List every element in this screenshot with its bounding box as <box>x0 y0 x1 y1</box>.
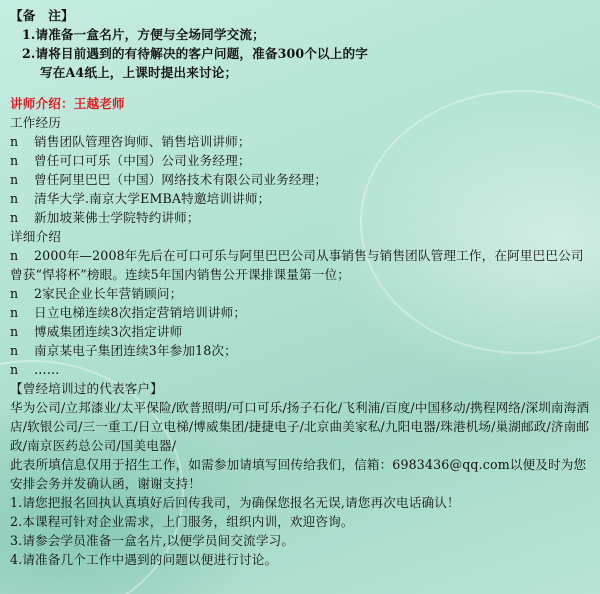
clients-heading: 【曾经培训过的代表客户】 <box>10 381 163 396</box>
bullet-marker: n <box>10 286 19 301</box>
lecturer-heading: 讲师介绍：王越老师 <box>10 96 125 111</box>
work-experience-title: 工作经历 <box>10 115 61 130</box>
bullet-marker: n <box>10 248 19 263</box>
detail-item: n 日立电梯连续8次指定营销培训讲师； <box>10 305 247 320</box>
bullet-marker: n <box>10 134 19 149</box>
bullet-marker: n <box>10 362 19 377</box>
bullet-marker: n <box>10 153 19 168</box>
detail-item: n 南京某电子集团连续3年参加18次； <box>10 343 237 358</box>
bullet-marker: n <box>10 305 19 320</box>
footer-item-2: 2.本课程可针对企业需求，上门服务，组织内训，欢迎咨询。 <box>10 514 354 529</box>
bullet-marker: n <box>10 191 19 206</box>
work-item: n 清华大学.南京大学EMBA特邀培训讲师； <box>10 191 271 206</box>
detail-item: n 博威集团连续3次指定讲师 <box>10 324 183 339</box>
detail-item: n 2家民企业长年营销顾问； <box>10 286 183 301</box>
notes-item-3: 写在A4纸上，上课时提出来讨论； <box>40 65 238 80</box>
work-item: n 新加坡莱佛士学院特约讲师； <box>10 210 200 225</box>
clients-list: 华为公司/立邦漆业/太平保险/欧普照明/可口可乐/扬子石化/飞利浦/百度/中国移动/携程网络/深圳南海酒店/软银公司/三一重工/日立电梯/博威集团/捷捷电子/北京曲美家私/九阳电器/珠港机场/巢湖邮政/济南邮政/南京医药总公司/国美电器/ <box>10 400 590 453</box>
footer-item-3: 3.请参会学员准备一盒名片,以便学员间交流学习。 <box>10 533 295 548</box>
detail-title: 详细介绍 <box>10 229 61 244</box>
bullet-marker: n <box>10 172 19 187</box>
notes-item-1: 1.请准备一盒名片，方便与全场同学交流； <box>22 27 265 42</box>
footer-item-4: 4.请准备几个工作中遇到的问题以便进行讨论。 <box>10 552 278 567</box>
bullet-marker: n <box>10 210 19 225</box>
work-item: n 曾任可口可乐（中国）公司业务经理； <box>10 153 251 168</box>
bullet-marker: n <box>10 324 19 339</box>
footer-item-1: 1.请您把报名回执认真填好后回传我司，为确保您报名无误,请您再次电话确认！ <box>10 495 460 510</box>
detail-item: n …… <box>10 362 60 377</box>
detail-intro: n 2000年—2008年先后在可口可乐与阿里巴巴公司从事销售与销售团队管理工作，在阿里巴巴公司曾获“悍将杯”榜眼。连续5年国内销售公开课排课量第一位； <box>10 248 584 282</box>
bullet-marker: n <box>10 343 19 358</box>
footer-info: 此表所填信息仅用于招生工作，如需参加请填写回传给我们，信箱：6983436@qq.com以便及时为您安排会务并发确认函，谢谢支持！ <box>10 457 587 491</box>
notes-heading: 【备 注】 <box>10 8 74 23</box>
document-content <box>10 6 592 569</box>
work-item: n 销售团队管理咨询师、销售培训讲师； <box>10 134 251 149</box>
work-item: n 曾任阿里巴巴（中国）网络技术有限公司业务经理； <box>10 172 328 187</box>
notes-item-2: 2.请将目前遇到的有待解决的客户问题，准备300个以上的字 <box>22 46 369 61</box>
